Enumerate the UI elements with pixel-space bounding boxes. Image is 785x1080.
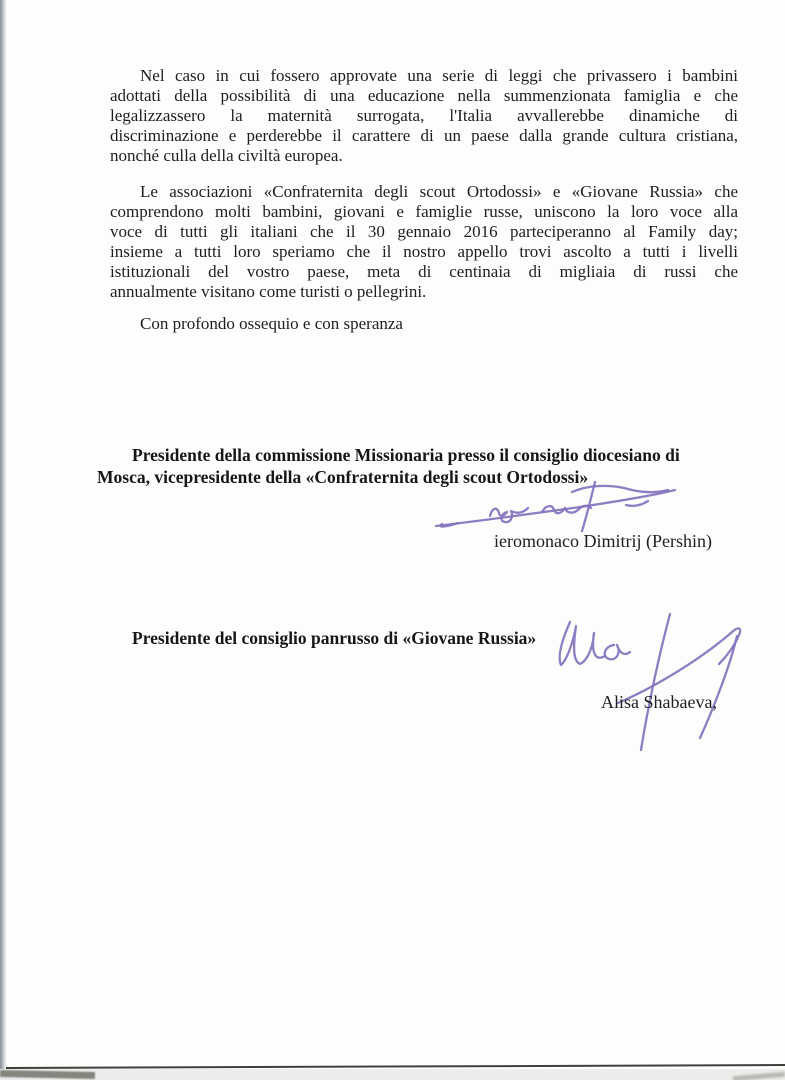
- text-line: discriminazione e perderebbe il carattere di un paese dalla grande cultura cristiana,: [110, 126, 738, 145]
- text-line: Nel caso in cui fossero approvate una serie di leggi che privassero i bambini: [140, 66, 738, 85]
- ink-stroke: [626, 501, 648, 506]
- text-line: Presidente della commissione Missionaria presso il consiglio diocesiano di: [132, 445, 680, 465]
- text-line: legalizzassero la maternità surrogata, l'Italia avvallerebbe dinamiche di: [110, 106, 738, 125]
- text-line: istituzionali del vostro paese, meta di centinaia di migliaia di russi che: [110, 262, 738, 281]
- handwritten-signature-pershin: [430, 481, 680, 533]
- signatory-2-title: [132, 627, 692, 649]
- text-line: annualmente visitano come turisti o pellegrini.: [110, 282, 427, 301]
- text-line: nonché culla della civiltà europea.: [110, 146, 343, 165]
- paragraph-2: [110, 182, 738, 302]
- ink-stroke: [441, 523, 458, 527]
- scan-left-edge-shadow: [0, 0, 7, 1080]
- ink-stroke: [490, 508, 528, 522]
- text-line: insieme a tutti loro speriamo che il nostro appello trovi ascolto a tutti i livelli: [110, 242, 738, 261]
- text-line: Mosca, vicepresidente della «Confraternita degli scout Ortodossi»: [97, 467, 589, 487]
- ink-stroke: [542, 506, 591, 513]
- text-line: adottati della possibilità di una educazione nella summenzionata famiglia e che: [110, 86, 738, 105]
- ink-stroke: [700, 636, 737, 738]
- text-line: voce di tutti gli italiani che il 30 gennaio 2016 parteciperanno al Family day;: [110, 222, 738, 241]
- scan-below-page-area: [0, 1069, 785, 1080]
- ink-stroke: [436, 490, 675, 526]
- text-line: Le associazioni «Confraternita degli scout Ortodossi» e «Giovane Russia» che: [140, 182, 738, 201]
- paragraph-1: [110, 66, 738, 166]
- text-line: Presidente del consiglio panrusso di «Giovane Russia»: [132, 628, 537, 648]
- signatory-2-name: Alisa Shabaeva,: [601, 692, 717, 712]
- signatory-1-name: ieromonaco Dimitrij (Pershin): [494, 531, 712, 551]
- closing-salutation: [110, 314, 738, 334]
- signatory-1-title: [97, 444, 741, 488]
- text-line: Con profondo ossequio e con speranza: [140, 314, 403, 333]
- ink-stroke: [582, 482, 595, 531]
- text-line: comprendono molti bambini, giovani e famiglie russe, uniscono la loro voce alla: [110, 202, 738, 221]
